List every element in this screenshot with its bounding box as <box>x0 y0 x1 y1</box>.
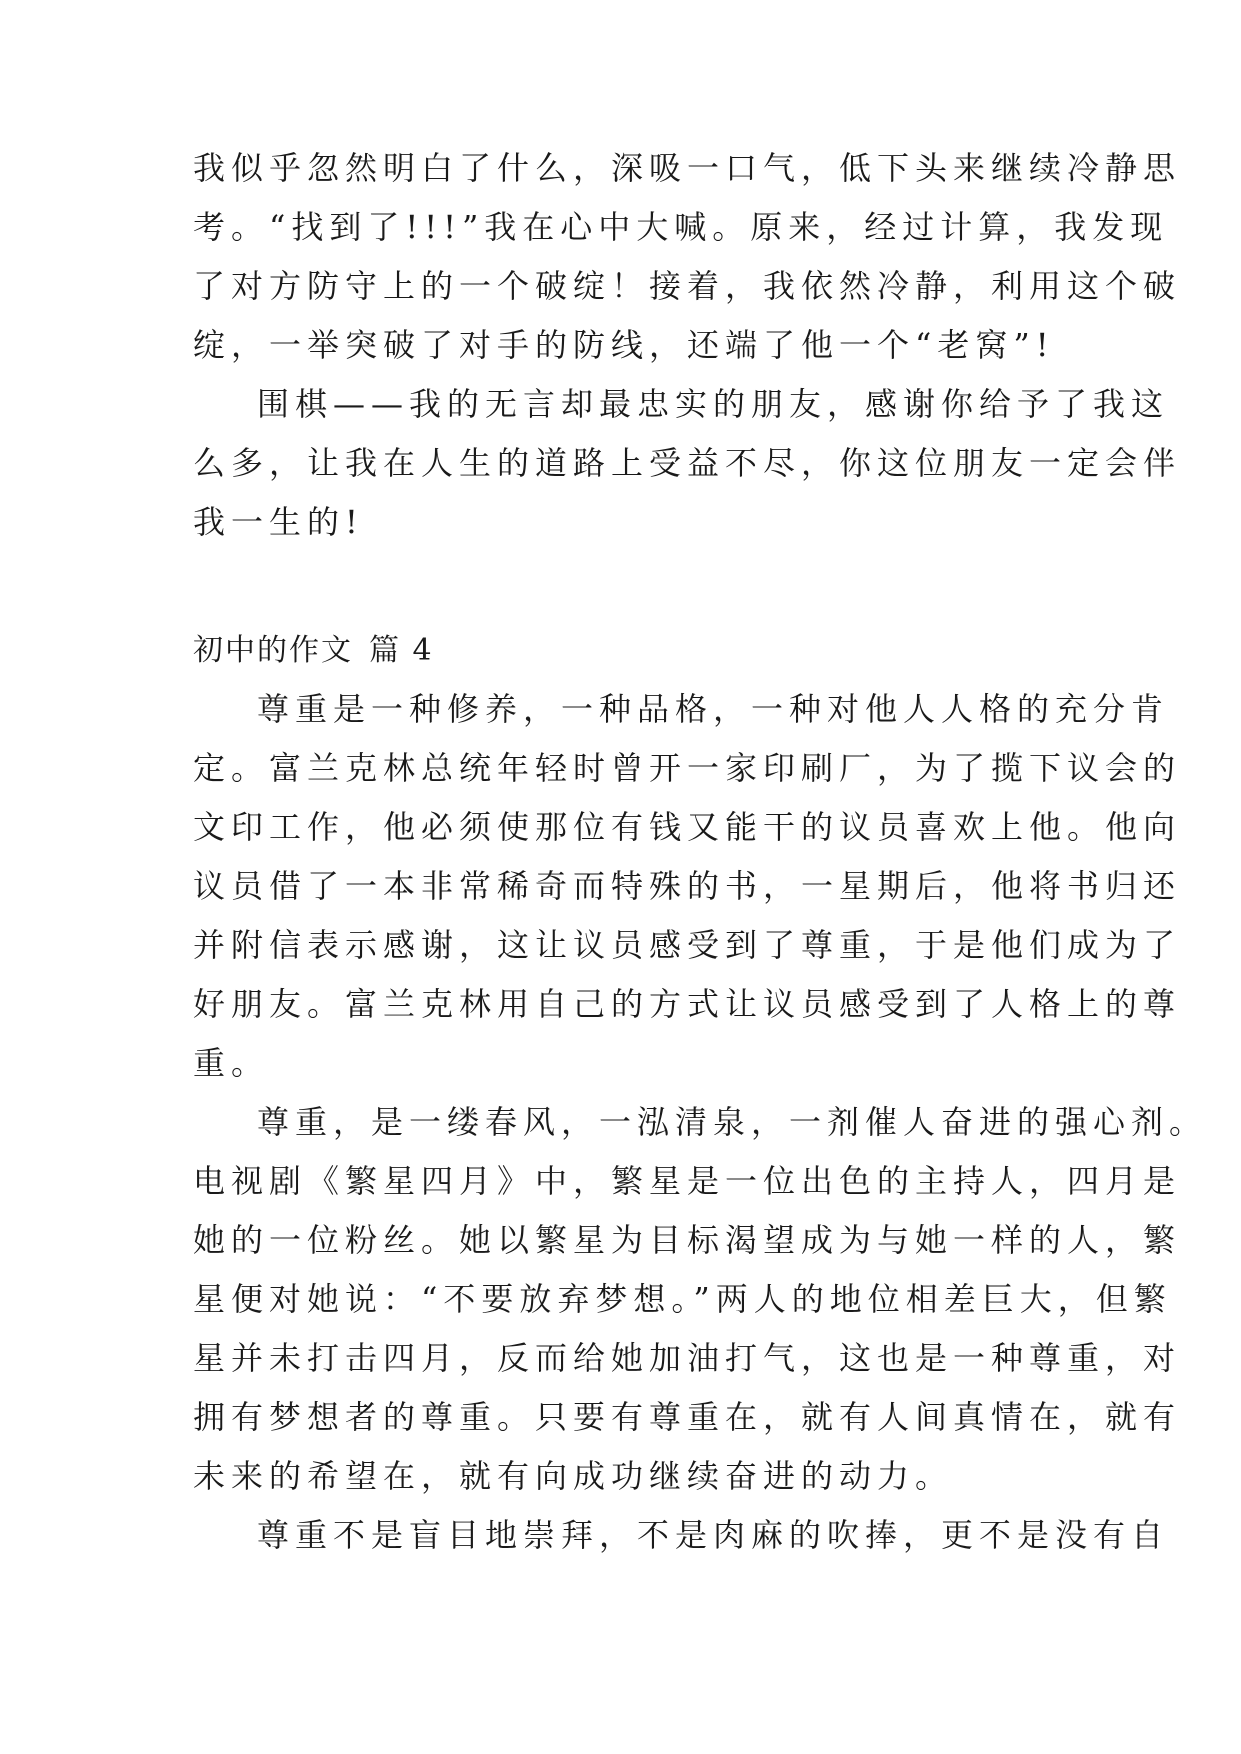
paragraph-line: 并附信表示感谢，这让议员感受到了尊重，于是他们成为了 <box>193 926 1182 964</box>
paragraph-first-line: 尊重不是盲目地崇拜，不是肉麻的吹捧，更不是没有自 <box>257 1516 1170 1554</box>
paragraph-line: 重。 <box>193 1044 270 1082</box>
paragraph-line: 我一生的! <box>193 503 364 541</box>
essay-section-4 <box>193 680 1208 1565</box>
paragraph-line: 么多，让我在人生的道路上受益不尽，你这位朋友一定会伴 <box>193 444 1182 482</box>
heading-part: 篇 4 <box>369 633 434 668</box>
paragraph-line: 考。“找到了!!!”我在心中大喊。原来，经过计算，我发现 <box>193 208 1169 246</box>
paragraph-line: 议员借了一本非常稀奇而特殊的书，一星期后，他将书归还 <box>193 867 1182 905</box>
paragraph-line: 电视剧《繁星四月》中，繁星是一位出色的主持人，四月是 <box>193 1162 1182 1200</box>
paragraph-line: 拥有梦想者的尊重。只要有尊重在，就有人间真情在，就有 <box>193 1398 1182 1436</box>
paragraph-line: 定。富兰克林总统年轻时曾开一家印刷厂，为了揽下议会的 <box>193 749 1182 787</box>
paragraph-first-line: 尊重，是一缕春风，一泓清泉，一剂催人奋进的强心剂。 <box>257 1103 1208 1141</box>
section-heading <box>193 631 434 671</box>
heading-title: 初中的作文 <box>193 633 353 668</box>
paragraph-line: 星并未打击四月，反而给她加油打气，这也是一种尊重，对 <box>193 1339 1182 1377</box>
paragraph-line: 好朋友。富兰克林用自己的方式让议员感受到了人格上的尊 <box>193 985 1182 1023</box>
paragraph-line: 我似乎忽然明白了什么，深吸一口气，低下头来继续冷静思 <box>193 149 1182 187</box>
paragraph-line: 绽，一举突破了对手的防线，还端了他一个“老窝”! <box>193 326 1055 364</box>
paragraph-line: 她的一位粉丝。她以繁星为目标渴望成为与她一样的人，繁 <box>193 1221 1182 1259</box>
paragraph-first-line: 尊重是一种修养，一种品格，一种对他人人格的充分肯 <box>257 690 1170 728</box>
essay-prev-section <box>193 139 1182 552</box>
paragraph-line: 文印工作，他必须使那位有钱又能干的议员喜欢上他。他向 <box>193 808 1182 846</box>
paragraph-first-line: 围棋——我的无言却最忠实的朋友，感谢你给予了我这 <box>257 385 1170 423</box>
paragraph-line: 了对方防守上的一个破绽！接着，我依然冷静，利用这个破 <box>193 267 1182 305</box>
paragraph-line: 星便对她说：“不要放弃梦想。”两人的地位相差巨大，但繁 <box>193 1280 1172 1318</box>
paragraph-line: 未来的希望在，就有向成功继续奋进的动力。 <box>193 1457 954 1495</box>
